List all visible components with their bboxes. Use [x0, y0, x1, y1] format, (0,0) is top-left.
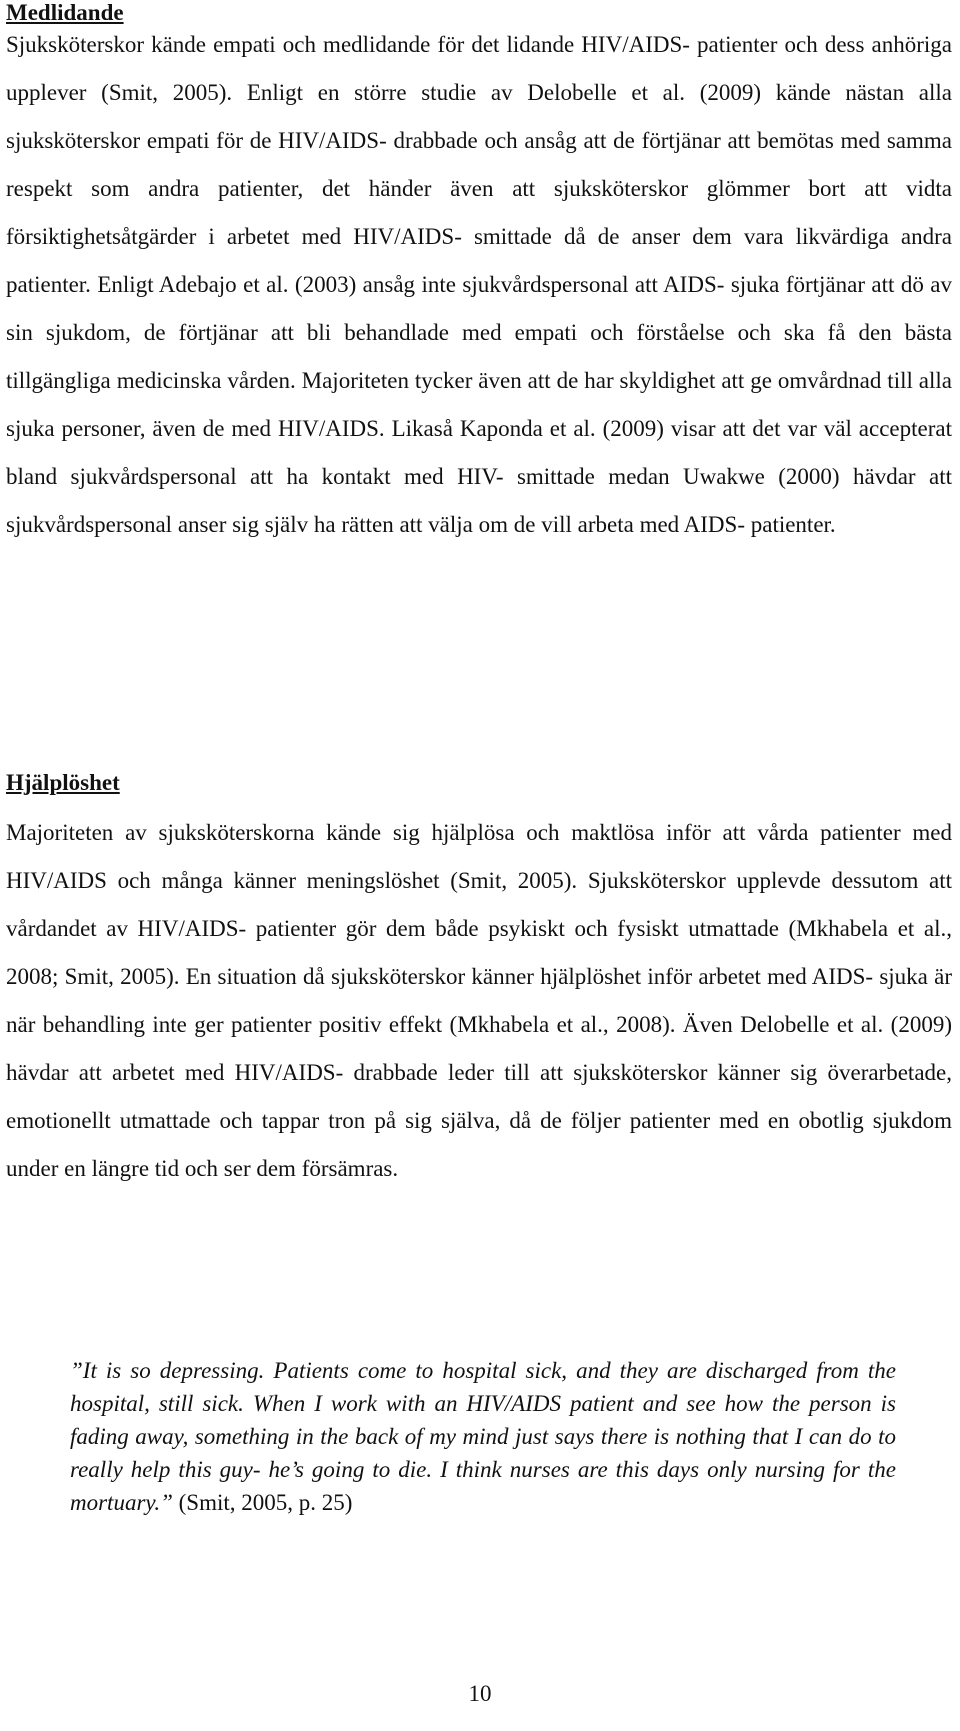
quote-citation: (Smit, 2005, p. 25): [172, 1490, 353, 1515]
page-number: 10: [468, 1681, 492, 1706]
section-paragraph-hjalploshet: Majoriteten av sjuksköterskorna kände sig hjälplösa och maktlösa inför att vårda patienter med HIV/AIDS och många känner meningslöshet (Smit, 2005). Sjuksköterskor upplevde dessutom att vårdandet av HIV/AIDS- patienter gör dem både psykiskt och fysiskt utmattade (Mkhabela et al., 2008; Smit, 2005). En situation då sjuksköterskor känner hjälplöshet inför arbetet med AIDS- sjuka är när behandling inte ger patienter positiv effekt (Mkhabela et al., 2008). Även Delobelle et al. (2009) hävdar att arbetet med HIV/AIDS- drabbade leder till att sjuksköterskor känner sig överarbetade, emotionellt utmattade och tappar tron på sig själva, då de följer patienter med en obotlig sjukdom under en längre tid och ser dem försämras.: [6, 820, 952, 1181]
section-heading-medlidande: Medlidande: [6, 0, 124, 25]
section-paragraph-medlidande: Sjuksköterskor kände empati och medlidande för det lidande HIV/AIDS- patienter och dess anhöriga upplever (Smit, 2005). Enligt en större studie av Delobelle et al. (2009) kände nästan alla sjuksköterskor empati för de HIV/AIDS- drabbade och ansåg att de förtjänar att bemötas med samma respekt som andra patienter, det händer även att sjuksköterskor glömmer bort att vidta försiktighetsåtgärder i arbetet med HIV/AIDS- smittade då de anser dem vara likvärdiga andra patienter. Enligt Adebajo et al. (2003) ansåg inte sjukvårdspersonal att AIDS- sjuka förtjänar att dö av sin sjukdom, de förtjänar att bli behandlade med empati och förståelse och ska få den bästa tillgängliga medicinska vården. Majoriteten tycker även att de har skyldighet att ge omvårdnad till alla sjuka personer, även de med HIV/AIDS. Likaså Kaponda et al. (2009) visar att det var väl accepterat bland sjukvårdspersonal att ha kontakt med HIV- smittade medan Uwakwe (2000) hävdar att sjukvårdspersonal anser sig själv ha rätten att välja om de vill arbeta med AIDS- patienter.: [6, 32, 952, 537]
quote-text: ”It is so depressing. Patients come to hospital sick, and they are discharged from the hospital, still sick. When I work with an HIV/AIDS patient and see how the person is fading away, something in the back of my mind just says there is nothing that I can do to really help this guy- he’s going to die. I think nurses are this days only nursing for the mortuary.”: [70, 1358, 896, 1515]
section-heading-hjalploshet: Hjälplöshet: [6, 770, 120, 795]
block-quote: [70, 1354, 896, 1519]
